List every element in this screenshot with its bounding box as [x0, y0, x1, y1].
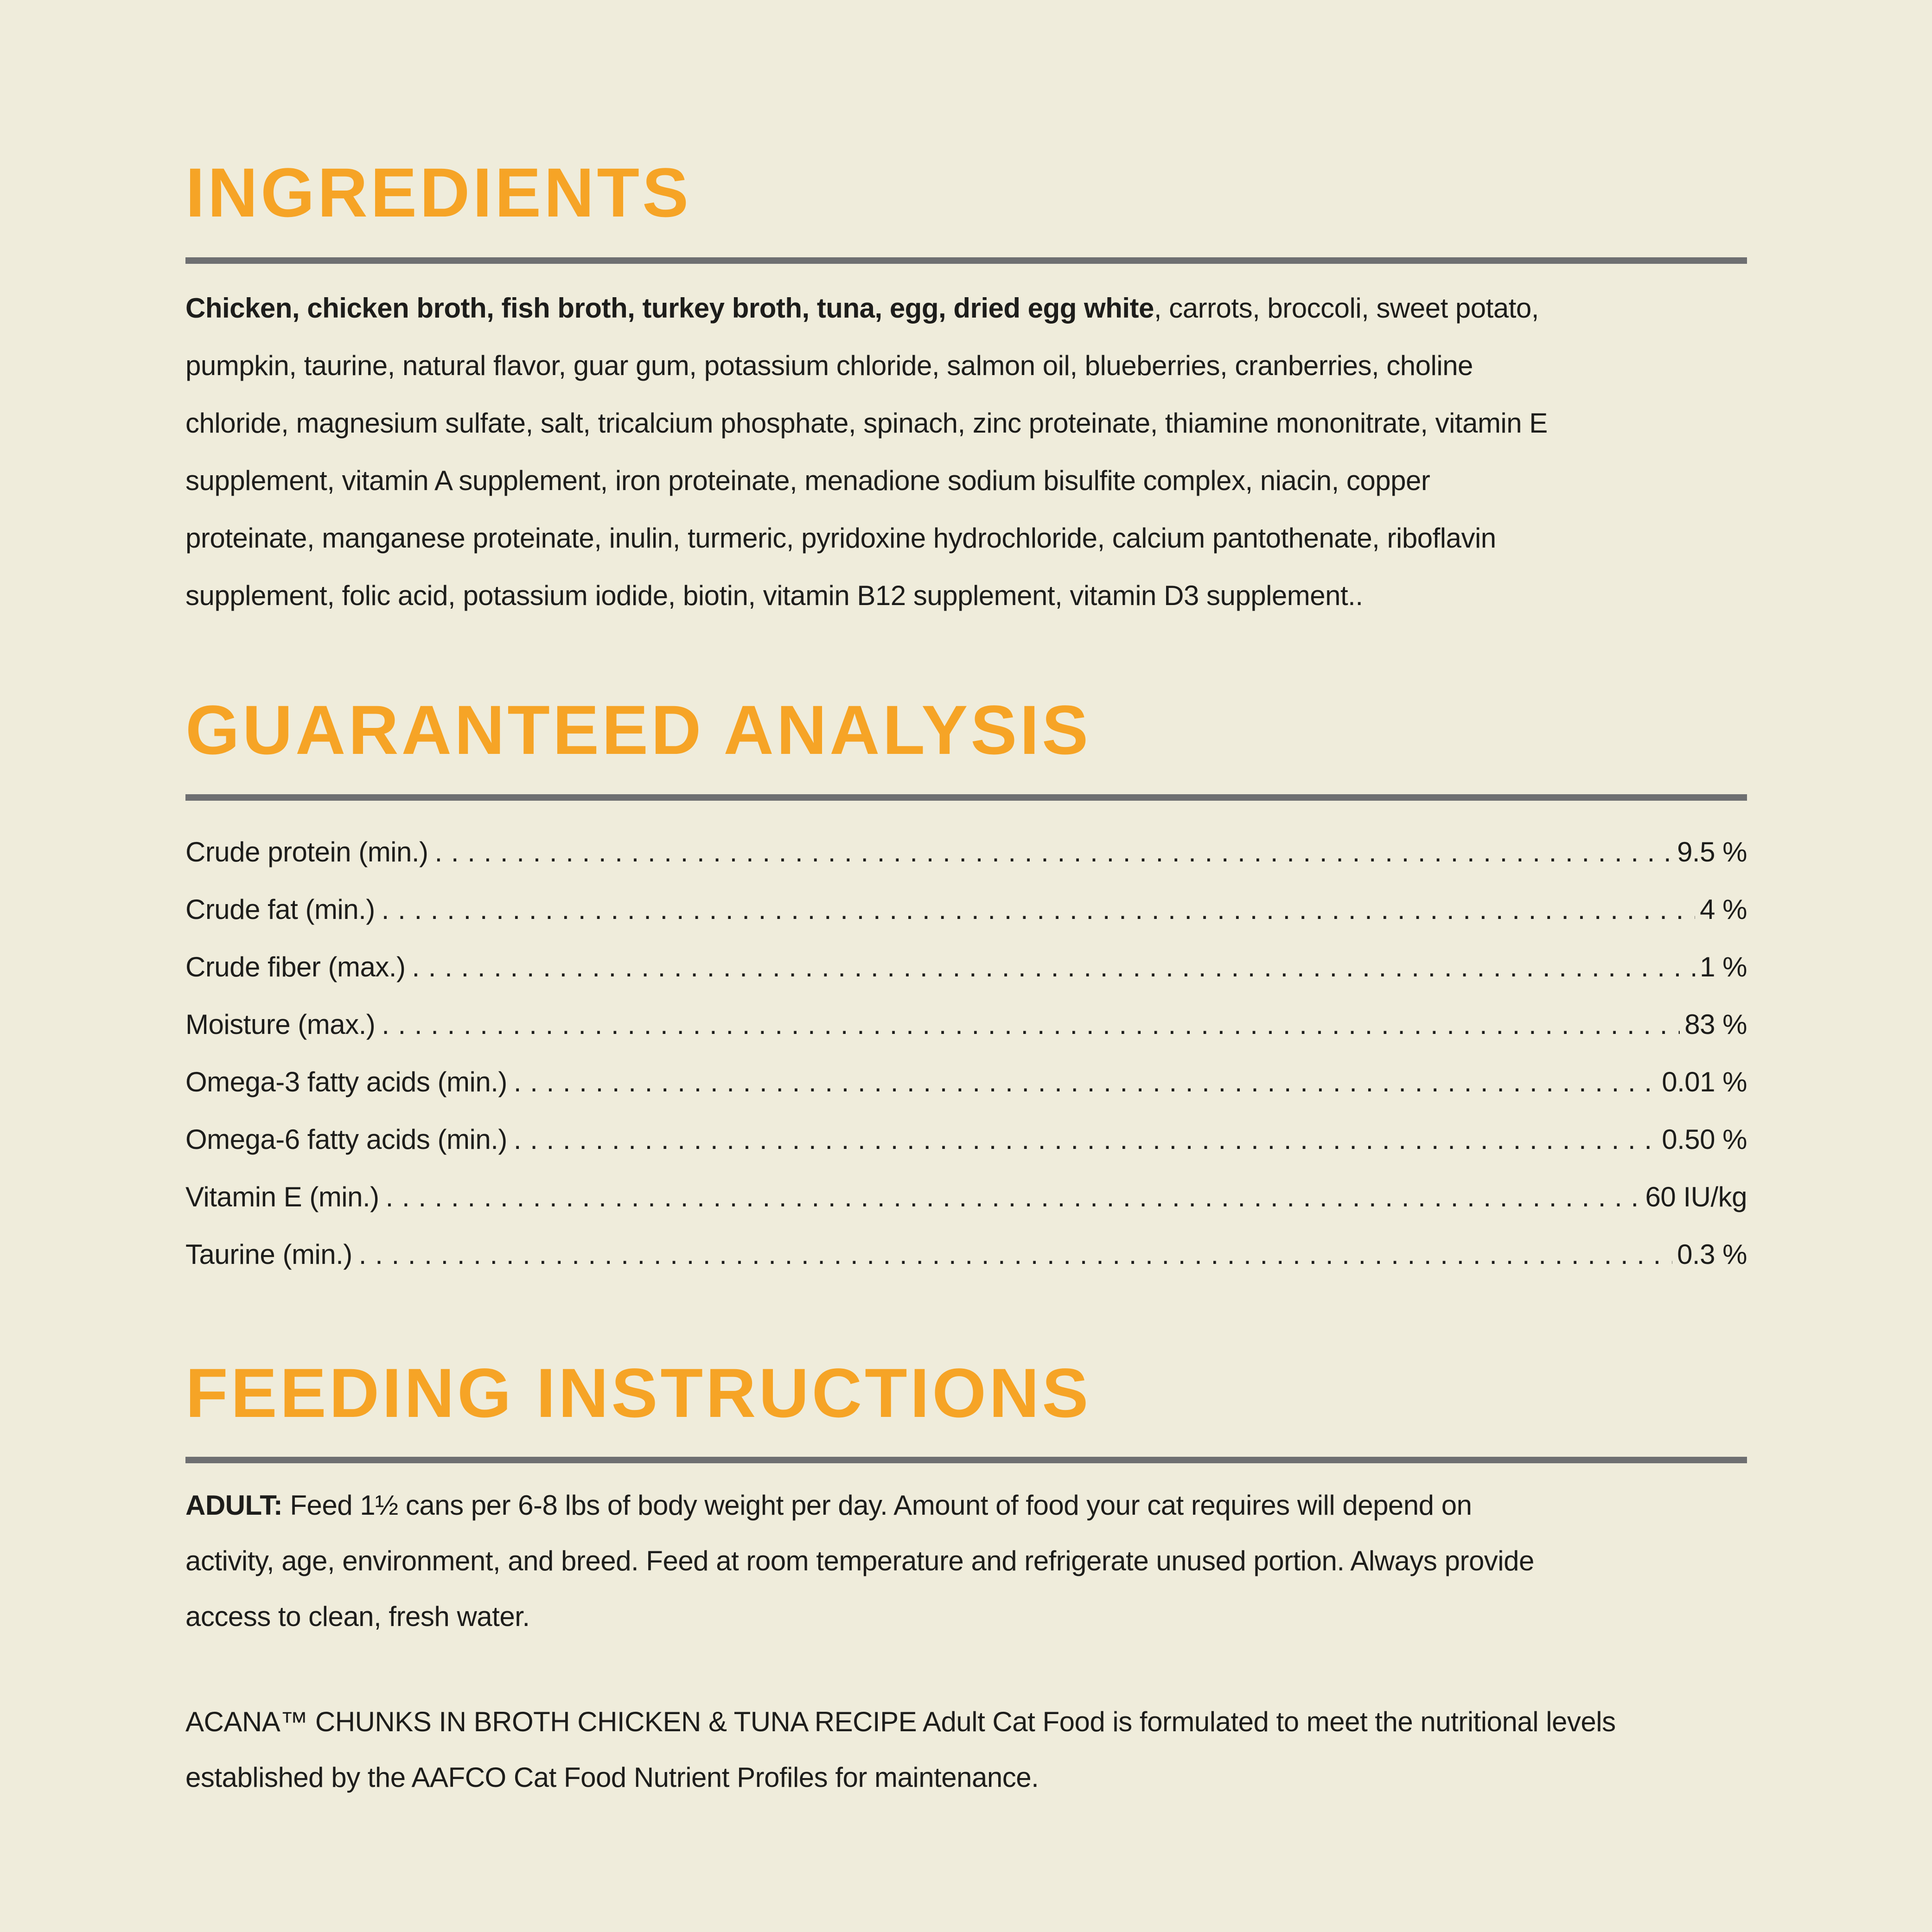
adult-label: ADULT: — [185, 1490, 283, 1521]
analysis-label: Crude fiber (max.) — [185, 951, 406, 982]
dot-leader — [382, 996, 1680, 1053]
analysis-value: 83 % — [1684, 1009, 1747, 1040]
feeding-line — [185, 1478, 1747, 1533]
dot-leader — [386, 1168, 1641, 1226]
aafco-line: ACANA™ CHUNKS IN BROTH CHICKEN & TUNA RECIPE Adult Cat Food is formulated to meet the nutritional levels — [185, 1706, 1616, 1737]
analysis-label: Omega-3 fatty acids (min.) — [185, 1066, 507, 1097]
guaranteed-analysis-divider — [185, 794, 1747, 801]
guaranteed-analysis-heading: GUARANTEED ANALYSIS — [185, 691, 1091, 769]
analysis-label: Taurine (min.) — [185, 1239, 352, 1270]
analysis-value: 4 % — [1700, 894, 1747, 925]
ingredients-line: proteinate, manganese proteinate, inulin, turmeric, pyridoxine hydrochloride, calcium pantothenate, riboflavin — [185, 523, 1496, 554]
dot-leader — [359, 1226, 1672, 1283]
analysis-label: Crude fat (min.) — [185, 894, 375, 925]
feeding-line: access to clean, fresh water. — [185, 1601, 530, 1632]
aafco-statement — [185, 1694, 1747, 1805]
ingredients-line: pumpkin, taurine, natural flavor, guar gum, potassium chloride, salmon oil, blueberries, cranberries, choline — [185, 350, 1473, 381]
ingredients-line: chloride, magnesium sulfate, salt, tricalcium phosphate, spinach, zinc proteinate, thiamine mononitrate, vitamin E — [185, 408, 1548, 439]
dot-leader — [435, 823, 1673, 881]
ingredients-line — [185, 280, 1747, 337]
ingredients-heading: INGREDIENTS — [185, 153, 692, 231]
analysis-value: 0.50 % — [1662, 1124, 1747, 1155]
analysis-row-omega6 — [185, 1111, 1747, 1168]
analysis-row-crude-protein — [185, 823, 1747, 881]
ingredients-divider — [185, 257, 1747, 264]
ingredients-primary-list: Chicken, chicken broth, fish broth, turkey broth, tuna, egg, dried egg white — [185, 293, 1154, 324]
dot-leader — [382, 881, 1695, 938]
feeding-instructions-paragraph — [185, 1478, 1747, 1645]
analysis-value: 0.01 % — [1662, 1066, 1747, 1097]
ingredients-line: supplement, folic acid, potassium iodide, biotin, vitamin B12 supplement, vitamin D3 supplement.. — [185, 580, 1363, 611]
analysis-label: Crude protein (min.) — [185, 836, 428, 867]
ingredients-line1-rest: , carrots, broccoli, sweet potato, — [1154, 293, 1539, 324]
analysis-label: Omega-6 fatty acids (min.) — [185, 1124, 507, 1155]
analysis-row-taurine — [185, 1226, 1747, 1283]
feeding-instructions-divider — [185, 1457, 1747, 1463]
analysis-row-crude-fiber — [185, 938, 1747, 996]
feeding-line: activity, age, environment, and breed. Feed at room temperature and refrigerate unused portion. Always provide — [185, 1545, 1534, 1576]
analysis-value: 1 % — [1700, 951, 1747, 982]
analysis-value: 60 IU/kg — [1645, 1181, 1747, 1212]
ingredients-paragraph — [185, 280, 1747, 625]
dot-leader — [412, 938, 1695, 996]
dot-leader — [514, 1053, 1657, 1111]
analysis-row-omega3 — [185, 1053, 1747, 1111]
analysis-row-vitamin-e — [185, 1168, 1747, 1226]
feeding-instructions-heading: FEEDING INSTRUCTIONS — [185, 1354, 1091, 1432]
dot-leader — [514, 1111, 1657, 1168]
analysis-row-crude-fat — [185, 881, 1747, 938]
analysis-value: 0.3 % — [1677, 1239, 1747, 1270]
analysis-label: Vitamin E (min.) — [185, 1181, 379, 1212]
aafco-line: established by the AAFCO Cat Food Nutrient Profiles for maintenance. — [185, 1762, 1039, 1793]
guaranteed-analysis-table — [185, 823, 1747, 1283]
analysis-value: 9.5 % — [1677, 836, 1747, 867]
analysis-label: Moisture (max.) — [185, 1009, 376, 1040]
feeding-line1-rest: Feed 1½ cans per 6-8 lbs of body weight per day. Amount of food your cat requires will depend on — [282, 1490, 1472, 1521]
analysis-row-moisture — [185, 996, 1747, 1053]
ingredients-line: supplement, vitamin A supplement, iron proteinate, menadione sodium bisulfite complex, niacin, copper — [185, 465, 1430, 496]
